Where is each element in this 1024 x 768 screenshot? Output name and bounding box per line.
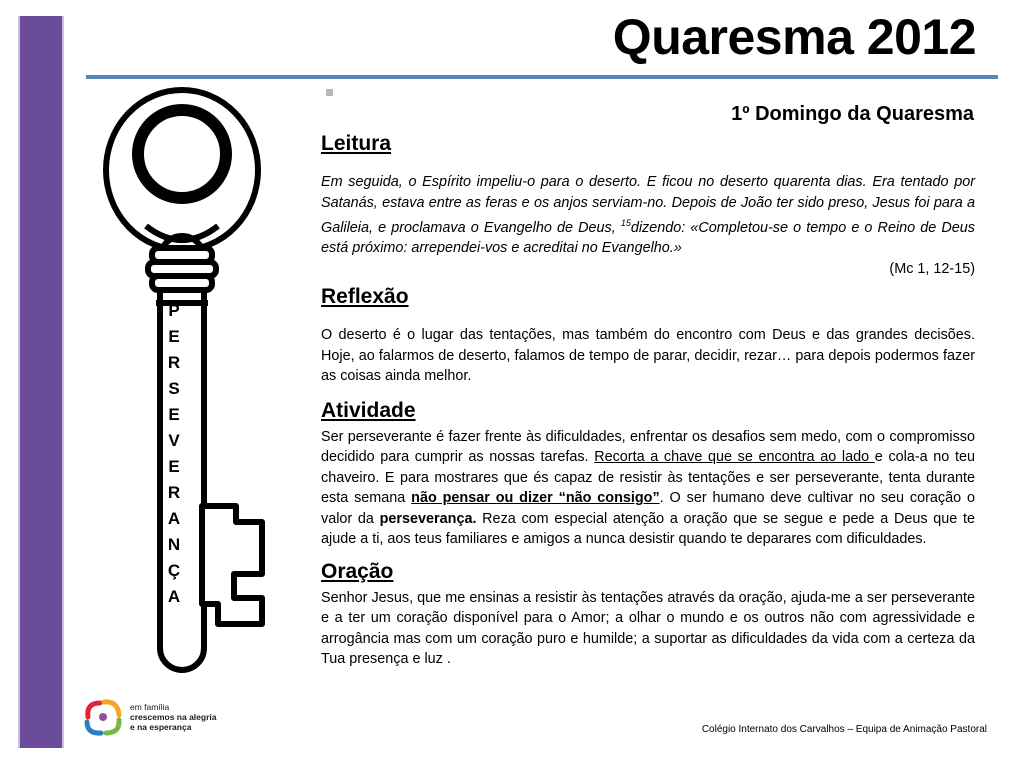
activity-text-part: Reza com especial atenção a oração que se segue e pede a Deus que te ajude a ti, aos teus familiares e amigos a nunca desistir quando te deparares com dificuldades. <box>321 510 976 548</box>
side-bar <box>18 16 64 748</box>
key-letter: V <box>168 431 180 450</box>
footer-text: Colégio Internato dos Carvalhos – Equipa de Animação Pastoral <box>701 724 987 735</box>
page-subtitle: 1º Domingo da Quaresma <box>731 103 974 125</box>
section-heading-leitura: Leitura <box>321 132 392 155</box>
logo-line: crescemos na alegria <box>130 712 217 722</box>
key-letter: E <box>168 457 180 476</box>
activity-challenge: não pensar ou dizer “não consigo” <box>411 490 660 507</box>
key-letter: E <box>168 405 180 424</box>
section-heading-oracao: Oração <box>321 559 394 583</box>
key-letter: R <box>167 483 181 502</box>
family-logo-icon <box>82 697 124 737</box>
activity-text-part: e cola-a no teu chaveiro. E para mostrares que és capaz de resistir às tentações e ser perseverante, tenta durante esta semana <box>321 449 975 507</box>
reading-text <box>321 172 975 259</box>
key-bit <box>202 506 262 624</box>
bullet-marker <box>326 89 333 96</box>
key-letter: A <box>167 587 181 606</box>
reflection-text: O deserto é o lugar das tentações, mas também do encontro com Deus e das grandes decisões. Hoje, ao falarmos de deserto, falamos de tempo de parar, decidir, rezar… para depois podermos fazer as coisas ainda melhor. <box>321 327 975 385</box>
logo-line: e na esperança <box>130 722 192 732</box>
key-letter: A <box>167 509 181 528</box>
section-heading-reflexao: Reflexão <box>321 285 409 309</box>
page-title: Quaresma 2012 <box>612 9 976 65</box>
prayer-text: Senhor Jesus, que me ensinas a resistir às tentações através da oração, ajuda-me a ser perseverante e a ter um coração disponível para o Amor; a olhar o mundo e os outros não com agressividade e arrogância mas com um coração puro e humilde; a suportar as dificuldades da vida com a certeza da Tua presença e luz . <box>321 589 975 668</box>
activity-instruction-underlined: Recorta a chave que se encontra ao lado <box>594 449 875 466</box>
activity-text-part: . O ser humano deve cultivar no seu coração o valor da <box>321 490 975 527</box>
key-collar-ring <box>152 276 212 290</box>
section-heading-atividade: Atividade <box>321 398 416 422</box>
key-letter: E <box>168 327 180 346</box>
logo-line: em família <box>130 702 170 712</box>
reading-text-part: dizendo: «Completou-se o tempo e o Reino de Deus está próximo: arrependei-vos e acreditai no Evangelho.» <box>321 219 975 257</box>
reading-citation: (Mc 1, 12-15) <box>889 260 975 277</box>
key-vertical-word <box>162 298 186 610</box>
main-content <box>321 128 975 670</box>
activity-text-part: Ser perseverante é fazer frente às dificuldades, enfrentar os desafios sem medo, com o compromisso decidido para cumprir as nossas tarefas. <box>321 428 975 466</box>
key-letter: P <box>168 301 180 320</box>
key-letter: S <box>168 379 180 398</box>
reading-text-part: Em seguida, o Espírito impeliu-o para o deserto. E ficou no deserto quarenta dias. Era tentado por Satanás, estava entre as feras e os anjos serviam-no. Depois de João ter sido preso, Jesus foi para a Galileia, e proclamava o Evangelho de Deus, <box>321 174 975 236</box>
verse-number: 15 <box>620 218 631 228</box>
activity-text <box>321 427 975 550</box>
key-illustration <box>86 86 306 686</box>
key-letter: Ç <box>167 561 181 580</box>
key-letter: R <box>167 353 181 372</box>
activity-value-word: perseverança. <box>379 510 477 527</box>
key-letter: N <box>167 535 181 554</box>
title-divider <box>86 75 998 79</box>
family-logo-text <box>130 702 216 732</box>
family-logo <box>82 697 216 737</box>
key-bow-hole <box>138 110 226 198</box>
